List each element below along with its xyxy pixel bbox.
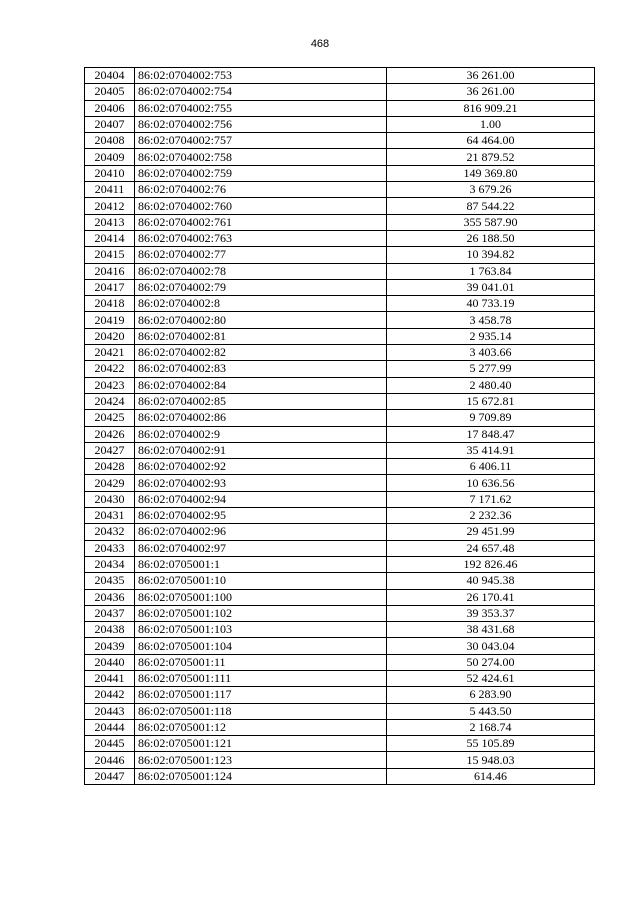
cadastral-value-table — [84, 67, 595, 785]
cadastral-number-cell: 86:02:0705001:117 — [135, 687, 387, 703]
row-number-cell: 20413 — [85, 214, 135, 230]
table-row — [85, 279, 595, 295]
cadastral-value-cell: 40 945.38 — [387, 573, 595, 589]
cadastral-value-cell: 614.46 — [387, 768, 595, 784]
row-number-cell: 20430 — [85, 491, 135, 507]
table-row — [85, 622, 595, 638]
table-row — [85, 475, 595, 491]
table-row — [85, 540, 595, 556]
row-number-cell: 20437 — [85, 605, 135, 621]
cadastral-value-cell: 15 672.81 — [387, 393, 595, 409]
cadastral-value-cell: 40 733.19 — [387, 296, 595, 312]
row-number-cell: 20411 — [85, 182, 135, 198]
cadastral-value-cell: 9 709.89 — [387, 410, 595, 426]
row-number-cell: 20434 — [85, 556, 135, 572]
cadastral-number-cell: 86:02:0705001:12 — [135, 719, 387, 735]
cadastral-value-cell: 1 763.84 — [387, 263, 595, 279]
cadastral-number-cell: 86:02:0704002:95 — [135, 508, 387, 524]
cadastral-value-cell: 10 394.82 — [387, 247, 595, 263]
cadastral-value-cell: 17 848.47 — [387, 426, 595, 442]
cadastral-value-cell: 50 274.00 — [387, 654, 595, 670]
row-number-cell: 20444 — [85, 719, 135, 735]
cadastral-value-cell: 35 414.91 — [387, 442, 595, 458]
table-row — [85, 524, 595, 540]
row-number-cell: 20432 — [85, 524, 135, 540]
cadastral-value-cell: 10 636.56 — [387, 475, 595, 491]
row-number-cell: 20414 — [85, 230, 135, 246]
cadastral-number-cell: 86:02:0704002:96 — [135, 524, 387, 540]
cadastral-value-cell: 55 105.89 — [387, 736, 595, 752]
table-row — [85, 68, 595, 84]
row-number-cell: 20412 — [85, 198, 135, 214]
row-number-cell: 20429 — [85, 475, 135, 491]
row-number-cell: 20422 — [85, 361, 135, 377]
cadastral-number-cell: 86:02:0704002:757 — [135, 133, 387, 149]
cadastral-number-cell: 86:02:0704002:92 — [135, 459, 387, 475]
table-row — [85, 508, 595, 524]
row-number-cell: 20409 — [85, 149, 135, 165]
cadastral-value-cell: 36 261.00 — [387, 84, 595, 100]
cadastral-value-cell: 15 948.03 — [387, 752, 595, 768]
cadastral-number-cell: 86:02:0705001:1 — [135, 556, 387, 572]
table-row — [85, 670, 595, 686]
table-row — [85, 687, 595, 703]
page-number: 468 — [310, 38, 330, 50]
table-row — [85, 198, 595, 214]
cadastral-value-cell: 5 277.99 — [387, 361, 595, 377]
cadastral-number-cell: 86:02:0704002:97 — [135, 540, 387, 556]
row-number-cell: 20439 — [85, 638, 135, 654]
cadastral-number-cell: 86:02:0705001:123 — [135, 752, 387, 768]
cadastral-value-cell: 2 168.74 — [387, 719, 595, 735]
cadastral-number-cell: 86:02:0704002:754 — [135, 84, 387, 100]
row-number-cell: 20404 — [85, 68, 135, 84]
table-body — [85, 68, 595, 785]
cadastral-number-cell: 86:02:0704002:8 — [135, 296, 387, 312]
cadastral-value-cell: 2 935.14 — [387, 328, 595, 344]
cadastral-value-cell: 26 188.50 — [387, 230, 595, 246]
cadastral-value-cell: 52 424.61 — [387, 670, 595, 686]
row-number-cell: 20425 — [85, 410, 135, 426]
cadastral-value-cell: 24 657.48 — [387, 540, 595, 556]
cadastral-number-cell: 86:02:0704002:9 — [135, 426, 387, 442]
row-number-cell: 20446 — [85, 752, 135, 768]
row-number-cell: 20406 — [85, 100, 135, 116]
cadastral-number-cell: 86:02:0705001:118 — [135, 703, 387, 719]
table-row — [85, 214, 595, 230]
table-row — [85, 182, 595, 198]
table-row — [85, 410, 595, 426]
cadastral-number-cell: 86:02:0705001:11 — [135, 654, 387, 670]
cadastral-number-cell: 86:02:0705001:103 — [135, 622, 387, 638]
row-number-cell: 20431 — [85, 508, 135, 524]
table-row — [85, 768, 595, 784]
cadastral-number-cell: 86:02:0704002:79 — [135, 279, 387, 295]
cadastral-number-cell: 86:02:0704002:755 — [135, 100, 387, 116]
table-row — [85, 573, 595, 589]
cadastral-number-cell: 86:02:0704002:84 — [135, 377, 387, 393]
cadastral-number-cell: 86:02:0705001:100 — [135, 589, 387, 605]
table-row — [85, 719, 595, 735]
row-number-cell: 20435 — [85, 573, 135, 589]
cadastral-number-cell: 86:02:0704002:76 — [135, 182, 387, 198]
row-number-cell: 20408 — [85, 133, 135, 149]
table-row — [85, 263, 595, 279]
table-row — [85, 247, 595, 263]
cadastral-number-cell: 86:02:0704002:763 — [135, 230, 387, 246]
row-number-cell: 20428 — [85, 459, 135, 475]
cadastral-value-cell: 3 458.78 — [387, 312, 595, 328]
cadastral-number-cell: 86:02:0705001:124 — [135, 768, 387, 784]
row-number-cell: 20419 — [85, 312, 135, 328]
table-row — [85, 116, 595, 132]
table-row — [85, 654, 595, 670]
table-row — [85, 377, 595, 393]
cadastral-number-cell: 86:02:0704002:760 — [135, 198, 387, 214]
row-number-cell: 20405 — [85, 84, 135, 100]
table-row — [85, 589, 595, 605]
cadastral-number-cell: 86:02:0704002:78 — [135, 263, 387, 279]
cadastral-number-cell: 86:02:0704002:94 — [135, 491, 387, 507]
table-row — [85, 312, 595, 328]
table-row — [85, 328, 595, 344]
table-row — [85, 736, 595, 752]
cadastral-value-cell: 816 909.21 — [387, 100, 595, 116]
cadastral-number-cell: 86:02:0705001:104 — [135, 638, 387, 654]
row-number-cell: 20415 — [85, 247, 135, 263]
row-number-cell: 20421 — [85, 345, 135, 361]
cadastral-value-cell: 5 443.50 — [387, 703, 595, 719]
table-row — [85, 230, 595, 246]
cadastral-value-cell: 64 464.00 — [387, 133, 595, 149]
cadastral-number-cell: 86:02:0704002:91 — [135, 442, 387, 458]
cadastral-value-cell: 149 369.80 — [387, 165, 595, 181]
table-row — [85, 393, 595, 409]
row-number-cell: 20420 — [85, 328, 135, 344]
cadastral-value-cell: 192 826.46 — [387, 556, 595, 572]
cadastral-number-cell: 86:02:0705001:111 — [135, 670, 387, 686]
cadastral-number-cell: 86:02:0704002:82 — [135, 345, 387, 361]
cadastral-value-cell: 38 431.68 — [387, 622, 595, 638]
table-row — [85, 100, 595, 116]
cadastral-value-cell: 29 451.99 — [387, 524, 595, 540]
cadastral-number-cell: 86:02:0704002:758 — [135, 149, 387, 165]
cadastral-value-cell: 3 679.26 — [387, 182, 595, 198]
cadastral-number-cell: 86:02:0704002:759 — [135, 165, 387, 181]
cadastral-value-cell: 7 171.62 — [387, 491, 595, 507]
table-row — [85, 345, 595, 361]
row-number-cell: 20410 — [85, 165, 135, 181]
table-row — [85, 556, 595, 572]
cadastral-value-cell: 1.00 — [387, 116, 595, 132]
cadastral-value-cell: 6 406.11 — [387, 459, 595, 475]
cadastral-value-cell: 355 587.90 — [387, 214, 595, 230]
row-number-cell: 20445 — [85, 736, 135, 752]
cadastral-number-cell: 86:02:0704002:81 — [135, 328, 387, 344]
table-row — [85, 84, 595, 100]
cadastral-value-cell: 21 879.52 — [387, 149, 595, 165]
cadastral-value-cell: 87 544.22 — [387, 198, 595, 214]
row-number-cell: 20443 — [85, 703, 135, 719]
row-number-cell: 20433 — [85, 540, 135, 556]
table-row — [85, 426, 595, 442]
cadastral-number-cell: 86:02:0704002:753 — [135, 68, 387, 84]
table-row — [85, 491, 595, 507]
row-number-cell: 20417 — [85, 279, 135, 295]
row-number-cell: 20447 — [85, 768, 135, 784]
cadastral-value-cell: 39 041.01 — [387, 279, 595, 295]
row-number-cell: 20441 — [85, 670, 135, 686]
cadastral-value-cell: 2 480.40 — [387, 377, 595, 393]
cadastral-number-cell: 86:02:0704002:761 — [135, 214, 387, 230]
cadastral-number-cell: 86:02:0704002:85 — [135, 393, 387, 409]
cadastral-number-cell: 86:02:0704002:80 — [135, 312, 387, 328]
row-number-cell: 20418 — [85, 296, 135, 312]
cadastral-value-cell: 6 283.90 — [387, 687, 595, 703]
cadastral-number-cell: 86:02:0705001:121 — [135, 736, 387, 752]
row-number-cell: 20426 — [85, 426, 135, 442]
cadastral-number-cell: 86:02:0705001:10 — [135, 573, 387, 589]
table-row — [85, 638, 595, 654]
table-row — [85, 442, 595, 458]
cadastral-number-cell: 86:02:0704002:77 — [135, 247, 387, 263]
cadastral-value-cell: 36 261.00 — [387, 68, 595, 84]
cadastral-number-cell: 86:02:0704002:86 — [135, 410, 387, 426]
row-number-cell: 20436 — [85, 589, 135, 605]
row-number-cell: 20438 — [85, 622, 135, 638]
cadastral-value-cell: 3 403.66 — [387, 345, 595, 361]
table-row — [85, 605, 595, 621]
cadastral-value-cell: 39 353.37 — [387, 605, 595, 621]
row-number-cell: 20407 — [85, 116, 135, 132]
cadastral-value-cell: 26 170.41 — [387, 589, 595, 605]
cadastral-value-cell: 30 043.04 — [387, 638, 595, 654]
table-row — [85, 133, 595, 149]
table-row — [85, 752, 595, 768]
table-row — [85, 703, 595, 719]
cadastral-number-cell: 86:02:0705001:102 — [135, 605, 387, 621]
row-number-cell: 20427 — [85, 442, 135, 458]
cadastral-number-cell: 86:02:0704002:93 — [135, 475, 387, 491]
cadastral-number-cell: 86:02:0704002:756 — [135, 116, 387, 132]
row-number-cell: 20424 — [85, 393, 135, 409]
table-row — [85, 296, 595, 312]
row-number-cell: 20416 — [85, 263, 135, 279]
cadastral-number-cell: 86:02:0704002:83 — [135, 361, 387, 377]
table-row — [85, 165, 595, 181]
row-number-cell: 20423 — [85, 377, 135, 393]
table-row — [85, 361, 595, 377]
table-row — [85, 149, 595, 165]
row-number-cell: 20440 — [85, 654, 135, 670]
row-number-cell: 20442 — [85, 687, 135, 703]
cadastral-value-cell: 2 232.36 — [387, 508, 595, 524]
table-row — [85, 459, 595, 475]
